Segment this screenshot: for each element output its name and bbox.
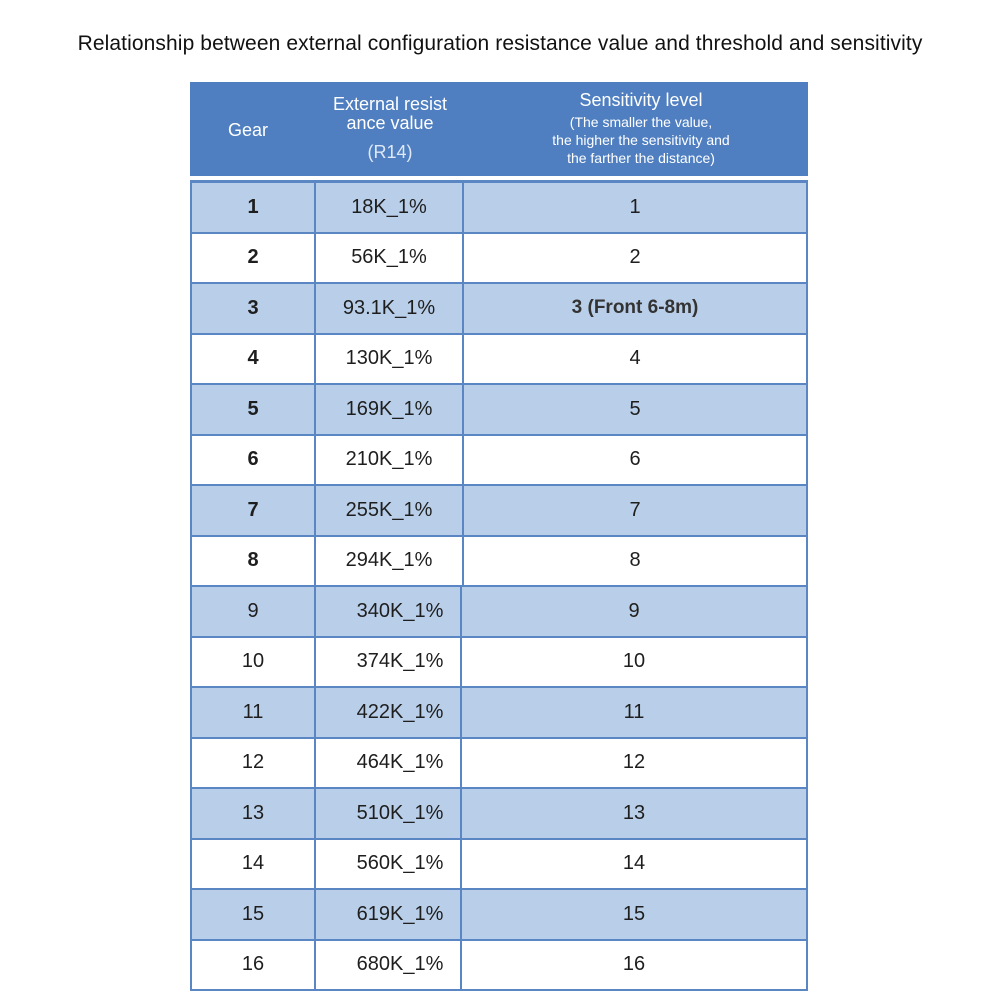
gear-cell: 3 bbox=[192, 284, 316, 333]
sensitivity-cell: 2 bbox=[629, 246, 641, 269]
gear-cell: 4 bbox=[192, 335, 316, 384]
resistance-cell: 464K_1% bbox=[316, 739, 462, 788]
gear-cell: 7 bbox=[192, 486, 316, 535]
table-body bbox=[190, 180, 808, 991]
resistance-cell: 18K_1% bbox=[316, 183, 464, 232]
gear-cell: 12 bbox=[192, 739, 316, 788]
sensitivity-cell: 14 bbox=[622, 852, 646, 875]
sensitivity-cell: 1 bbox=[629, 195, 641, 218]
header-sensitivity-note-line3: the farther the distance) bbox=[567, 150, 715, 166]
table-row bbox=[192, 535, 806, 586]
table-row bbox=[192, 383, 806, 434]
gear-cell: 2 bbox=[192, 234, 316, 283]
table-row bbox=[192, 333, 806, 384]
resistance-cell: 619K_1% bbox=[316, 890, 462, 939]
sensitivity-cell: 4 bbox=[629, 347, 641, 370]
table-row bbox=[192, 585, 806, 636]
table-row bbox=[192, 939, 806, 990]
table-row bbox=[192, 686, 806, 737]
sensitivity-cell: 8 bbox=[629, 549, 641, 572]
resistance-sensitivity-table bbox=[190, 82, 808, 976]
gear-cell: 15 bbox=[192, 890, 316, 939]
resistance-cell: 374K_1% bbox=[316, 638, 462, 687]
page-title: Relationship between external configuration resistance value and threshold and sensitivity bbox=[77, 32, 923, 55]
resistance-cell: 93.1K_1% bbox=[316, 284, 464, 333]
resistance-cell: 294K_1% bbox=[316, 537, 464, 586]
gear-cell: 9 bbox=[192, 587, 316, 636]
resistance-cell: 510K_1% bbox=[316, 789, 462, 838]
gear-cell: 8 bbox=[192, 537, 316, 586]
table-row bbox=[192, 484, 806, 535]
header-gear-label: Gear bbox=[227, 120, 269, 140]
table-row bbox=[192, 232, 806, 283]
gear-cell: 10 bbox=[192, 638, 316, 687]
table-header bbox=[190, 82, 808, 176]
table-row bbox=[192, 888, 806, 939]
sensitivity-cell: 7 bbox=[629, 498, 641, 521]
header-resistance-line1: External resist bbox=[332, 94, 448, 114]
header-resistance-line3: (R14) bbox=[367, 142, 413, 162]
sensitivity-cell: 10 bbox=[622, 650, 646, 673]
table-row bbox=[192, 636, 806, 687]
header-gear bbox=[190, 82, 306, 176]
header-sensitivity-note-line1: (The smaller the value, bbox=[569, 114, 713, 130]
resistance-cell: 169K_1% bbox=[316, 385, 464, 434]
sensitivity-cell: 13 bbox=[622, 801, 646, 824]
gear-cell: 11 bbox=[192, 688, 316, 737]
resistance-cell: 340K_1% bbox=[316, 587, 462, 636]
header-resistance bbox=[306, 82, 474, 176]
table-row bbox=[192, 737, 806, 788]
header-resistance-line2: ance value bbox=[346, 113, 434, 133]
gear-cell: 5 bbox=[192, 385, 316, 434]
gear-cell: 16 bbox=[192, 941, 316, 990]
sensitivity-cell: 16 bbox=[622, 953, 646, 976]
header-sensitivity-label: Sensitivity level bbox=[579, 90, 703, 110]
table-row bbox=[192, 282, 806, 333]
header-sensitivity-note-line2: the higher the sensitivity and bbox=[552, 132, 730, 148]
resistance-cell: 422K_1% bbox=[316, 688, 462, 737]
sensitivity-cell: 15 bbox=[622, 902, 646, 925]
table-row bbox=[192, 434, 806, 485]
sensitivity-cell: 12 bbox=[622, 751, 646, 774]
header-sensitivity bbox=[474, 82, 808, 176]
gear-cell: 6 bbox=[192, 436, 316, 485]
gear-cell: 14 bbox=[192, 840, 316, 889]
sensitivity-cell: 6 bbox=[629, 448, 641, 471]
resistance-cell: 56K_1% bbox=[316, 234, 464, 283]
resistance-cell: 680K_1% bbox=[316, 941, 462, 990]
sensitivity-cell: 5 bbox=[629, 397, 641, 420]
gear-cell: 13 bbox=[192, 789, 316, 838]
sensitivity-cell: 11 bbox=[623, 700, 645, 723]
resistance-cell: 130K_1% bbox=[316, 335, 464, 384]
sensitivity-cell: 3 (Front 6-8m) bbox=[571, 297, 699, 319]
table-row bbox=[192, 787, 806, 838]
resistance-cell: 255K_1% bbox=[316, 486, 464, 535]
resistance-cell: 210K_1% bbox=[316, 436, 464, 485]
table-row bbox=[192, 838, 806, 889]
gear-cell: 1 bbox=[192, 183, 316, 232]
sensitivity-cell: 9 bbox=[628, 599, 640, 622]
resistance-cell: 560K_1% bbox=[316, 840, 462, 889]
table-row bbox=[192, 183, 806, 232]
